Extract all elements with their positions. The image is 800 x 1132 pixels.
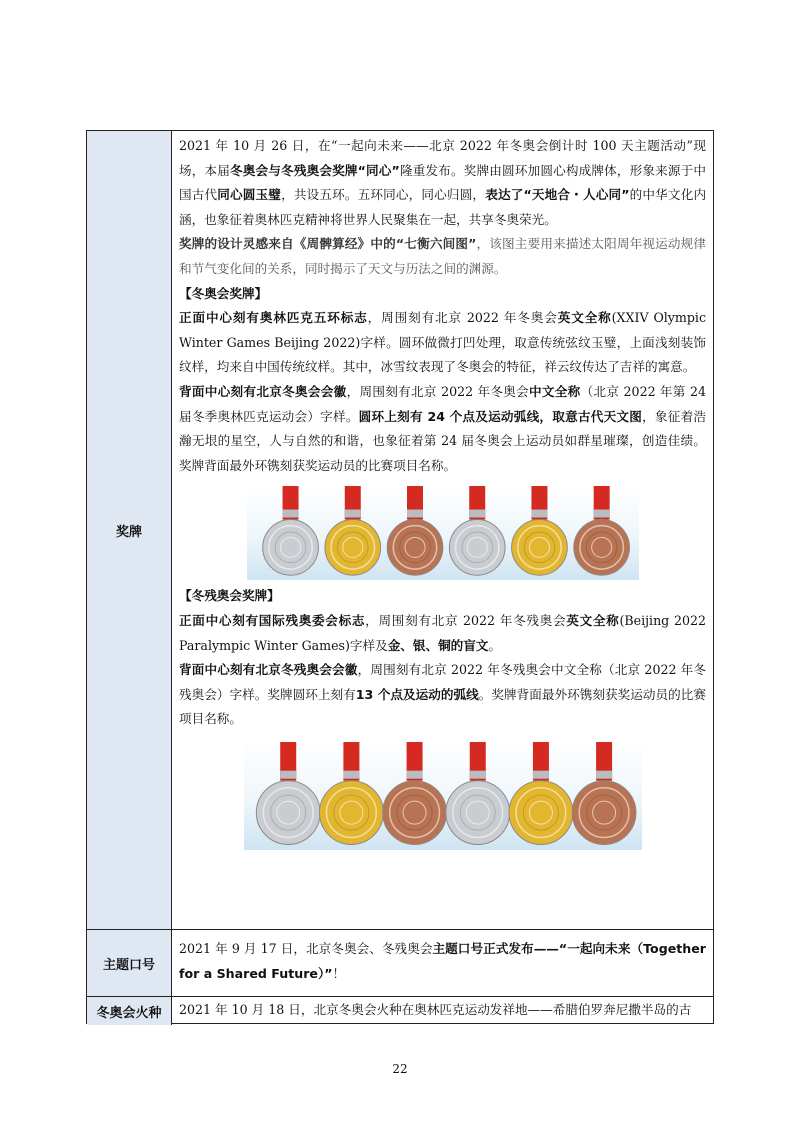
row-label-slogan: 主题口号 [87,930,172,996]
olympic-back-paragraph: 背面中心刻有北京冬奥会会徽，周围刻有北京 2022 年冬奥会中文全称（北京 2022 年第 24 届冬季奥林匹克运动会）字样。圆环上刻有 24 个点及运动弧线，取意古代天文图，象征着浩瀚无垠的星空，人与自然的和谐，也象征着第 24 届冬奥会上运动员如群星璀璨，创造佳绩。奖牌背面最外环镌刻获奖运动员的比赛项目名称。 [179,383,707,473]
paralympic-bronze-medal-back [572,742,636,845]
row-content-slogan [173,932,713,996]
paralympic-silver-medal-front [256,742,320,845]
olympic-silver-medal-back [449,486,505,575]
paralympic-gold-medal-front [319,742,383,845]
paralympic-front-paragraph: 正面中心刻有国际残奥委会标志，周围刻有北京 2022 年冬残奥会英文全称(Beijing 2022 Paralympic Winter Games)字样及金、银、铜的盲文。 [179,612,706,653]
page-number: 22 [392,1062,408,1076]
intro-paragraph-2: 奖牌的设计灵感来自《周髀算经》中的“七衡六间图”，该图主要用来描述太阳周年视运动规律和节气变化间的关系，同时揭示了天文与历法之间的渊源。 [179,236,706,276]
row-divider [87,996,713,997]
slogan-paragraph: 2021 年 9 月 17 日，北京冬奥会、冬残奥会主题口号正式发布——“一起向未来（Together for a Shared Future）”！ [179,941,706,981]
olympic-medal-heading: 【冬奥会奖牌】 [179,285,268,301]
olympic-gold-medal-front [324,486,380,575]
paralympic-silver-medal-back [445,742,509,845]
olympic-medals-image [247,484,639,580]
row-label-flame: 冬奥会火种 [87,997,172,1025]
olympic-bronze-medal-front [387,486,443,575]
olympic-bronze-medal-back [573,486,629,575]
intro-paragraph-1: 2021 年 10 月 26 日，在“一起向未来——北京 2022 年冬奥会倒计时 100 天主题活动”现场，本届冬奥会与冬残奥会奖牌“同心”隆重发布。奖牌由圆环加圆心构成牌体，形象来源于中国古代同心圆玉璧，共设五环。五环同心，同心归圆，表达了“天地合・人心同”的中华文化内涵，也象征着奥林匹克精神将世界人民聚集在一起，共享冬奥荣光。 [179,138,707,227]
row-content-medals [173,131,713,929]
olympic-gold-medal-back [511,486,567,575]
row-divider [87,929,713,930]
info-table [86,130,714,1024]
row-content-flame [173,998,713,1025]
paralympic-medal-heading: 【冬残奥会奖牌】 [179,588,280,604]
paralympic-medals-image [244,740,642,850]
flame-paragraph: 2021 年 10 月 18 日，北京冬奥会火种在奥林匹克运动发祥地——希腊伯罗奔尼撒半岛的古 [179,1002,692,1017]
paralympic-back-paragraph: 背面中心刻有北京冬残奥会会徽，周围刻有北京 2022 年冬残奥会中文全称（北京 2022 年冬残奥会）字样。奖牌圆环上刻有13 个点及运动的弧线。奖牌背面最外环镌刻获奖运动员的比赛项目名称。 [179,662,707,727]
paralympic-gold-medal-back [509,742,573,845]
paralympic-bronze-medal-front [382,742,446,845]
olympic-silver-medal-front [262,486,318,575]
olympic-front-paragraph: 正面中心刻有奥林匹克五环标志，周围刻有北京 2022 年冬奥会英文全称(XXIV Olympic Winter Games Beijing 2022)字样。圆环做微打凹处理，取意传统弦纹玉璧，上面浅刻装饰纹样，均来自中国传统纹样。其中，冰雪纹表现了冬奥会的特征，祥云纹传达了吉祥的寓意。 [179,310,706,375]
row-label-medals: 奖牌 [87,131,172,929]
